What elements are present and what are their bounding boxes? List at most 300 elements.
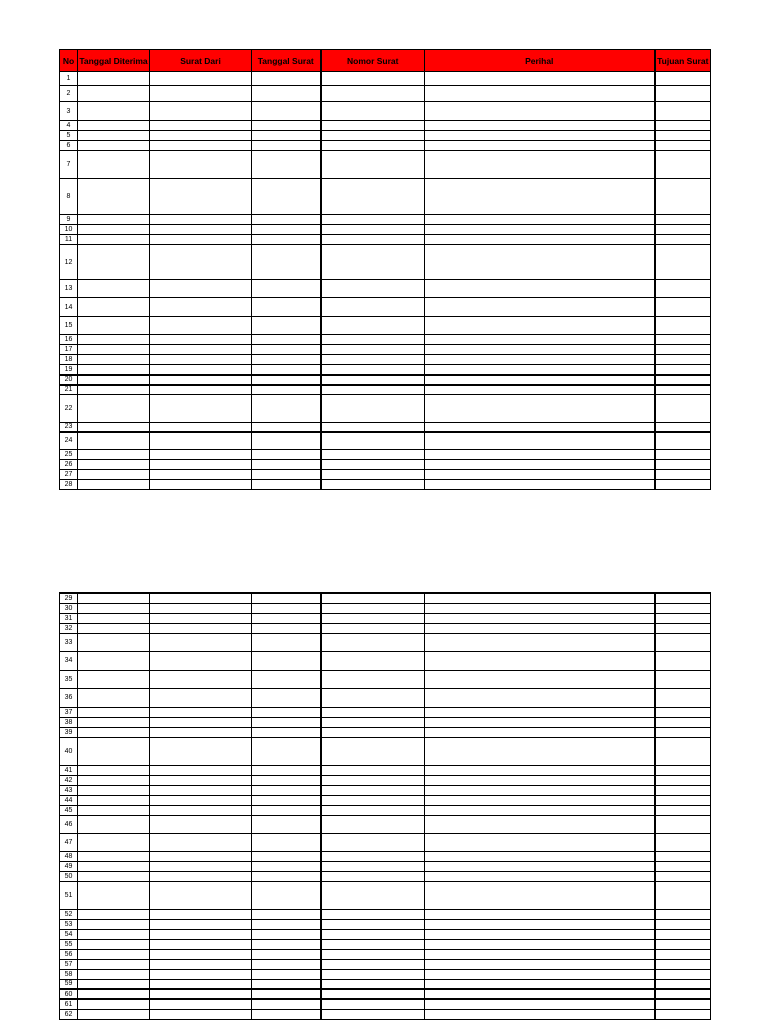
perihal-cell[interactable]	[425, 179, 655, 215]
nomor-surat-cell[interactable]	[321, 225, 425, 235]
nomor-surat-cell[interactable]	[321, 603, 425, 613]
surat-dari-cell[interactable]	[150, 871, 252, 881]
tanggal-diterima-cell[interactable]	[78, 949, 150, 959]
surat-dari-cell[interactable]	[150, 375, 252, 385]
perihal-cell[interactable]	[425, 365, 655, 375]
tanggal-diterima-cell[interactable]	[78, 929, 150, 939]
tanggal-diterima-cell[interactable]	[78, 623, 150, 633]
perihal-cell[interactable]	[425, 851, 655, 861]
perihal-cell[interactable]	[425, 141, 655, 151]
perihal-cell[interactable]	[425, 949, 655, 959]
tujuan-surat-cell[interactable]	[655, 280, 711, 298]
tanggal-diterima-cell[interactable]	[78, 717, 150, 727]
nomor-surat-cell[interactable]	[321, 235, 425, 245]
tanggal-surat-cell[interactable]	[252, 833, 321, 851]
tanggal-surat-cell[interactable]	[252, 815, 321, 833]
nomor-surat-cell[interactable]	[321, 959, 425, 969]
tujuan-surat-cell[interactable]	[655, 470, 711, 480]
tanggal-diterima-cell[interactable]	[78, 423, 150, 432]
nomor-surat-cell[interactable]	[321, 707, 425, 717]
tanggal-diterima-cell[interactable]	[78, 851, 150, 861]
tujuan-surat-cell[interactable]	[655, 815, 711, 833]
nomor-surat-cell[interactable]	[321, 670, 425, 688]
nomor-surat-cell[interactable]	[321, 432, 425, 450]
tanggal-diterima-cell[interactable]	[78, 707, 150, 717]
tanggal-surat-cell[interactable]	[252, 298, 321, 317]
nomor-surat-cell[interactable]	[321, 335, 425, 345]
tanggal-diterima-cell[interactable]	[78, 989, 150, 999]
tanggal-surat-cell[interactable]	[252, 317, 321, 335]
nomor-surat-cell[interactable]	[321, 623, 425, 633]
nomor-surat-cell[interactable]	[321, 280, 425, 298]
surat-dari-cell[interactable]	[150, 470, 252, 480]
nomor-surat-cell[interactable]	[321, 929, 425, 939]
tanggal-diterima-cell[interactable]	[78, 959, 150, 969]
tanggal-diterima-cell[interactable]	[78, 999, 150, 1009]
tanggal-surat-cell[interactable]	[252, 861, 321, 871]
surat-dari-cell[interactable]	[150, 969, 252, 979]
tujuan-surat-cell[interactable]	[655, 633, 711, 651]
nomor-surat-cell[interactable]	[321, 717, 425, 727]
surat-dari-cell[interactable]	[150, 121, 252, 131]
tujuan-surat-cell[interactable]	[655, 613, 711, 623]
tujuan-surat-cell[interactable]	[655, 688, 711, 707]
nomor-surat-cell[interactable]	[321, 861, 425, 871]
tanggal-diterima-cell[interactable]	[78, 765, 150, 775]
tanggal-surat-cell[interactable]	[252, 613, 321, 623]
tujuan-surat-cell[interactable]	[655, 909, 711, 919]
tanggal-diterima-cell[interactable]	[78, 871, 150, 881]
nomor-surat-cell[interactable]	[321, 775, 425, 785]
surat-dari-cell[interactable]	[150, 909, 252, 919]
tujuan-surat-cell[interactable]	[655, 121, 711, 131]
tanggal-surat-cell[interactable]	[252, 727, 321, 737]
tanggal-diterima-cell[interactable]	[78, 603, 150, 613]
nomor-surat-cell[interactable]	[321, 121, 425, 131]
tanggal-diterima-cell[interactable]	[78, 861, 150, 871]
surat-dari-cell[interactable]	[150, 335, 252, 345]
perihal-cell[interactable]	[425, 298, 655, 317]
surat-dari-cell[interactable]	[150, 215, 252, 225]
tanggal-diterima-cell[interactable]	[78, 235, 150, 245]
perihal-cell[interactable]	[425, 815, 655, 833]
tujuan-surat-cell[interactable]	[655, 979, 711, 989]
tanggal-surat-cell[interactable]	[252, 929, 321, 939]
tanggal-surat-cell[interactable]	[252, 603, 321, 613]
tanggal-surat-cell[interactable]	[252, 651, 321, 670]
perihal-cell[interactable]	[425, 919, 655, 929]
tanggal-diterima-cell[interactable]	[78, 151, 150, 179]
nomor-surat-cell[interactable]	[321, 179, 425, 215]
tanggal-diterima-cell[interactable]	[78, 102, 150, 121]
surat-dari-cell[interactable]	[150, 939, 252, 949]
perihal-cell[interactable]	[425, 102, 655, 121]
nomor-surat-cell[interactable]	[321, 102, 425, 121]
nomor-surat-cell[interactable]	[321, 727, 425, 737]
tujuan-surat-cell[interactable]	[655, 131, 711, 141]
tujuan-surat-cell[interactable]	[655, 375, 711, 385]
tujuan-surat-cell[interactable]	[655, 298, 711, 317]
surat-dari-cell[interactable]	[150, 151, 252, 179]
tanggal-diterima-cell[interactable]	[78, 805, 150, 815]
tanggal-surat-cell[interactable]	[252, 280, 321, 298]
perihal-cell[interactable]	[425, 335, 655, 345]
tanggal-diterima-cell[interactable]	[78, 280, 150, 298]
tanggal-diterima-cell[interactable]	[78, 670, 150, 688]
nomor-surat-cell[interactable]	[321, 72, 425, 86]
nomor-surat-cell[interactable]	[321, 737, 425, 765]
perihal-cell[interactable]	[425, 280, 655, 298]
nomor-surat-cell[interactable]	[321, 460, 425, 470]
tanggal-surat-cell[interactable]	[252, 470, 321, 480]
nomor-surat-cell[interactable]	[321, 795, 425, 805]
tujuan-surat-cell[interactable]	[655, 102, 711, 121]
nomor-surat-cell[interactable]	[321, 298, 425, 317]
tanggal-surat-cell[interactable]	[252, 871, 321, 881]
surat-dari-cell[interactable]	[150, 280, 252, 298]
tujuan-surat-cell[interactable]	[655, 623, 711, 633]
tanggal-surat-cell[interactable]	[252, 593, 321, 603]
tanggal-diterima-cell[interactable]	[78, 179, 150, 215]
tanggal-surat-cell[interactable]	[252, 805, 321, 815]
tujuan-surat-cell[interactable]	[655, 881, 711, 909]
nomor-surat-cell[interactable]	[321, 450, 425, 460]
tanggal-diterima-cell[interactable]	[78, 775, 150, 785]
tanggal-diterima-cell[interactable]	[78, 633, 150, 651]
tanggal-surat-cell[interactable]	[252, 432, 321, 450]
perihal-cell[interactable]	[425, 593, 655, 603]
perihal-cell[interactable]	[425, 727, 655, 737]
tujuan-surat-cell[interactable]	[655, 959, 711, 969]
tujuan-surat-cell[interactable]	[655, 949, 711, 959]
tujuan-surat-cell[interactable]	[655, 395, 711, 423]
tanggal-diterima-cell[interactable]	[78, 881, 150, 909]
surat-dari-cell[interactable]	[150, 861, 252, 871]
perihal-cell[interactable]	[425, 909, 655, 919]
perihal-cell[interactable]	[425, 881, 655, 909]
tujuan-surat-cell[interactable]	[655, 871, 711, 881]
nomor-surat-cell[interactable]	[321, 141, 425, 151]
tanggal-diterima-cell[interactable]	[78, 131, 150, 141]
tujuan-surat-cell[interactable]	[655, 593, 711, 603]
surat-dari-cell[interactable]	[150, 179, 252, 215]
nomor-surat-cell[interactable]	[321, 86, 425, 102]
tujuan-surat-cell[interactable]	[655, 737, 711, 765]
perihal-cell[interactable]	[425, 989, 655, 999]
surat-dari-cell[interactable]	[150, 688, 252, 707]
tanggal-surat-cell[interactable]	[252, 633, 321, 651]
tanggal-surat-cell[interactable]	[252, 450, 321, 460]
perihal-cell[interactable]	[425, 833, 655, 851]
nomor-surat-cell[interactable]	[321, 395, 425, 423]
nomor-surat-cell[interactable]	[321, 385, 425, 395]
nomor-surat-cell[interactable]	[321, 989, 425, 999]
nomor-surat-cell[interactable]	[321, 805, 425, 815]
surat-dari-cell[interactable]	[150, 949, 252, 959]
perihal-cell[interactable]	[425, 939, 655, 949]
tanggal-surat-cell[interactable]	[252, 423, 321, 432]
perihal-cell[interactable]	[425, 969, 655, 979]
tanggal-surat-cell[interactable]	[252, 623, 321, 633]
surat-dari-cell[interactable]	[150, 881, 252, 909]
nomor-surat-cell[interactable]	[321, 999, 425, 1009]
tanggal-surat-cell[interactable]	[252, 919, 321, 929]
surat-dari-cell[interactable]	[150, 717, 252, 727]
nomor-surat-cell[interactable]	[321, 345, 425, 355]
tanggal-diterima-cell[interactable]	[78, 141, 150, 151]
tanggal-diterima-cell[interactable]	[78, 317, 150, 335]
nomor-surat-cell[interactable]	[321, 765, 425, 775]
tanggal-surat-cell[interactable]	[252, 1009, 321, 1019]
tanggal-diterima-cell[interactable]	[78, 121, 150, 131]
tujuan-surat-cell[interactable]	[655, 245, 711, 280]
nomor-surat-cell[interactable]	[321, 215, 425, 225]
nomor-surat-cell[interactable]	[321, 317, 425, 335]
tanggal-surat-cell[interactable]	[252, 909, 321, 919]
tanggal-surat-cell[interactable]	[252, 225, 321, 235]
tanggal-diterima-cell[interactable]	[78, 298, 150, 317]
tujuan-surat-cell[interactable]	[655, 795, 711, 805]
tujuan-surat-cell[interactable]	[655, 765, 711, 775]
tanggal-surat-cell[interactable]	[252, 707, 321, 717]
tujuan-surat-cell[interactable]	[655, 805, 711, 815]
perihal-cell[interactable]	[425, 785, 655, 795]
tanggal-surat-cell[interactable]	[252, 989, 321, 999]
surat-dari-cell[interactable]	[150, 919, 252, 929]
perihal-cell[interactable]	[425, 765, 655, 775]
surat-dari-cell[interactable]	[150, 670, 252, 688]
surat-dari-cell[interactable]	[150, 707, 252, 717]
tujuan-surat-cell[interactable]	[655, 919, 711, 929]
nomor-surat-cell[interactable]	[321, 949, 425, 959]
tanggal-diterima-cell[interactable]	[78, 919, 150, 929]
tanggal-diterima-cell[interactable]	[78, 345, 150, 355]
tanggal-diterima-cell[interactable]	[78, 979, 150, 989]
perihal-cell[interactable]	[425, 795, 655, 805]
surat-dari-cell[interactable]	[150, 929, 252, 939]
perihal-cell[interactable]	[425, 871, 655, 881]
tanggal-surat-cell[interactable]	[252, 86, 321, 102]
nomor-surat-cell[interactable]	[321, 979, 425, 989]
surat-dari-cell[interactable]	[150, 235, 252, 245]
tujuan-surat-cell[interactable]	[655, 969, 711, 979]
tujuan-surat-cell[interactable]	[655, 1009, 711, 1019]
tujuan-surat-cell[interactable]	[655, 707, 711, 717]
tujuan-surat-cell[interactable]	[655, 727, 711, 737]
surat-dari-cell[interactable]	[150, 833, 252, 851]
tanggal-diterima-cell[interactable]	[78, 470, 150, 480]
surat-dari-cell[interactable]	[150, 385, 252, 395]
perihal-cell[interactable]	[425, 225, 655, 235]
perihal-cell[interactable]	[425, 651, 655, 670]
tanggal-surat-cell[interactable]	[252, 141, 321, 151]
tanggal-surat-cell[interactable]	[252, 121, 321, 131]
perihal-cell[interactable]	[425, 151, 655, 179]
perihal-cell[interactable]	[425, 670, 655, 688]
tanggal-surat-cell[interactable]	[252, 151, 321, 179]
surat-dari-cell[interactable]	[150, 423, 252, 432]
perihal-cell[interactable]	[425, 131, 655, 141]
tujuan-surat-cell[interactable]	[655, 432, 711, 450]
tujuan-surat-cell[interactable]	[655, 317, 711, 335]
perihal-cell[interactable]	[425, 959, 655, 969]
tanggal-diterima-cell[interactable]	[78, 460, 150, 470]
tujuan-surat-cell[interactable]	[655, 833, 711, 851]
tanggal-surat-cell[interactable]	[252, 795, 321, 805]
tanggal-diterima-cell[interactable]	[78, 939, 150, 949]
tujuan-surat-cell[interactable]	[655, 151, 711, 179]
tanggal-surat-cell[interactable]	[252, 737, 321, 765]
surat-dari-cell[interactable]	[150, 851, 252, 861]
surat-dari-cell[interactable]	[150, 775, 252, 785]
perihal-cell[interactable]	[425, 633, 655, 651]
perihal-cell[interactable]	[425, 613, 655, 623]
tanggal-diterima-cell[interactable]	[78, 1009, 150, 1019]
tanggal-surat-cell[interactable]	[252, 460, 321, 470]
tujuan-surat-cell[interactable]	[655, 355, 711, 365]
tanggal-surat-cell[interactable]	[252, 717, 321, 727]
tanggal-surat-cell[interactable]	[252, 375, 321, 385]
nomor-surat-cell[interactable]	[321, 131, 425, 141]
perihal-cell[interactable]	[425, 121, 655, 131]
perihal-cell[interactable]	[425, 470, 655, 480]
perihal-cell[interactable]	[425, 385, 655, 395]
tanggal-surat-cell[interactable]	[252, 688, 321, 707]
tanggal-surat-cell[interactable]	[252, 670, 321, 688]
nomor-surat-cell[interactable]	[321, 969, 425, 979]
tanggal-diterima-cell[interactable]	[78, 480, 150, 490]
tujuan-surat-cell[interactable]	[655, 717, 711, 727]
tanggal-surat-cell[interactable]	[252, 949, 321, 959]
nomor-surat-cell[interactable]	[321, 365, 425, 375]
perihal-cell[interactable]	[425, 432, 655, 450]
tujuan-surat-cell[interactable]	[655, 929, 711, 939]
surat-dari-cell[interactable]	[150, 86, 252, 102]
tanggal-diterima-cell[interactable]	[78, 432, 150, 450]
perihal-cell[interactable]	[425, 861, 655, 871]
perihal-cell[interactable]	[425, 775, 655, 785]
tanggal-surat-cell[interactable]	[252, 365, 321, 375]
surat-dari-cell[interactable]	[150, 989, 252, 999]
nomor-surat-cell[interactable]	[321, 871, 425, 881]
tanggal-surat-cell[interactable]	[252, 355, 321, 365]
surat-dari-cell[interactable]	[150, 131, 252, 141]
nomor-surat-cell[interactable]	[321, 355, 425, 365]
nomor-surat-cell[interactable]	[321, 633, 425, 651]
tanggal-diterima-cell[interactable]	[78, 355, 150, 365]
tanggal-surat-cell[interactable]	[252, 851, 321, 861]
perihal-cell[interactable]	[425, 450, 655, 460]
tanggal-diterima-cell[interactable]	[78, 335, 150, 345]
surat-dari-cell[interactable]	[150, 737, 252, 765]
surat-dari-cell[interactable]	[150, 245, 252, 280]
tanggal-diterima-cell[interactable]	[78, 72, 150, 86]
tujuan-surat-cell[interactable]	[655, 999, 711, 1009]
surat-dari-cell[interactable]	[150, 999, 252, 1009]
nomor-surat-cell[interactable]	[321, 470, 425, 480]
surat-dari-cell[interactable]	[150, 1009, 252, 1019]
nomor-surat-cell[interactable]	[321, 651, 425, 670]
surat-dari-cell[interactable]	[150, 815, 252, 833]
tanggal-surat-cell[interactable]	[252, 979, 321, 989]
tanggal-surat-cell[interactable]	[252, 385, 321, 395]
surat-dari-cell[interactable]	[150, 317, 252, 335]
nomor-surat-cell[interactable]	[321, 881, 425, 909]
tanggal-diterima-cell[interactable]	[78, 375, 150, 385]
tujuan-surat-cell[interactable]	[655, 775, 711, 785]
tujuan-surat-cell[interactable]	[655, 345, 711, 355]
perihal-cell[interactable]	[425, 623, 655, 633]
tanggal-diterima-cell[interactable]	[78, 651, 150, 670]
surat-dari-cell[interactable]	[150, 432, 252, 450]
nomor-surat-cell[interactable]	[321, 245, 425, 280]
perihal-cell[interactable]	[425, 355, 655, 365]
perihal-cell[interactable]	[425, 345, 655, 355]
tanggal-diterima-cell[interactable]	[78, 613, 150, 623]
surat-dari-cell[interactable]	[150, 785, 252, 795]
perihal-cell[interactable]	[425, 603, 655, 613]
nomor-surat-cell[interactable]	[321, 151, 425, 179]
tanggal-diterima-cell[interactable]	[78, 785, 150, 795]
nomor-surat-cell[interactable]	[321, 909, 425, 919]
tujuan-surat-cell[interactable]	[655, 851, 711, 861]
tanggal-diterima-cell[interactable]	[78, 969, 150, 979]
tujuan-surat-cell[interactable]	[655, 450, 711, 460]
perihal-cell[interactable]	[425, 707, 655, 717]
perihal-cell[interactable]	[425, 979, 655, 989]
tanggal-diterima-cell[interactable]	[78, 909, 150, 919]
tanggal-diterima-cell[interactable]	[78, 737, 150, 765]
tanggal-surat-cell[interactable]	[252, 179, 321, 215]
tanggal-surat-cell[interactable]	[252, 939, 321, 949]
perihal-cell[interactable]	[425, 375, 655, 385]
tanggal-surat-cell[interactable]	[252, 959, 321, 969]
tanggal-surat-cell[interactable]	[252, 765, 321, 775]
surat-dari-cell[interactable]	[150, 225, 252, 235]
surat-dari-cell[interactable]	[150, 805, 252, 815]
surat-dari-cell[interactable]	[150, 603, 252, 613]
perihal-cell[interactable]	[425, 717, 655, 727]
perihal-cell[interactable]	[425, 688, 655, 707]
surat-dari-cell[interactable]	[150, 460, 252, 470]
tujuan-surat-cell[interactable]	[655, 141, 711, 151]
perihal-cell[interactable]	[425, 317, 655, 335]
perihal-cell[interactable]	[425, 235, 655, 245]
perihal-cell[interactable]	[425, 460, 655, 470]
tanggal-surat-cell[interactable]	[252, 345, 321, 355]
tanggal-diterima-cell[interactable]	[78, 245, 150, 280]
tanggal-diterima-cell[interactable]	[78, 215, 150, 225]
tujuan-surat-cell[interactable]	[655, 989, 711, 999]
nomor-surat-cell[interactable]	[321, 1009, 425, 1019]
nomor-surat-cell[interactable]	[321, 480, 425, 490]
tujuan-surat-cell[interactable]	[655, 179, 711, 215]
tanggal-diterima-cell[interactable]	[78, 86, 150, 102]
tanggal-diterima-cell[interactable]	[78, 833, 150, 851]
surat-dari-cell[interactable]	[150, 613, 252, 623]
tujuan-surat-cell[interactable]	[655, 861, 711, 871]
perihal-cell[interactable]	[425, 72, 655, 86]
nomor-surat-cell[interactable]	[321, 939, 425, 949]
tanggal-diterima-cell[interactable]	[78, 593, 150, 603]
surat-dari-cell[interactable]	[150, 727, 252, 737]
tujuan-surat-cell[interactable]	[655, 72, 711, 86]
nomor-surat-cell[interactable]	[321, 613, 425, 623]
tanggal-surat-cell[interactable]	[252, 215, 321, 225]
tanggal-diterima-cell[interactable]	[78, 727, 150, 737]
tujuan-surat-cell[interactable]	[655, 785, 711, 795]
tanggal-diterima-cell[interactable]	[78, 395, 150, 423]
